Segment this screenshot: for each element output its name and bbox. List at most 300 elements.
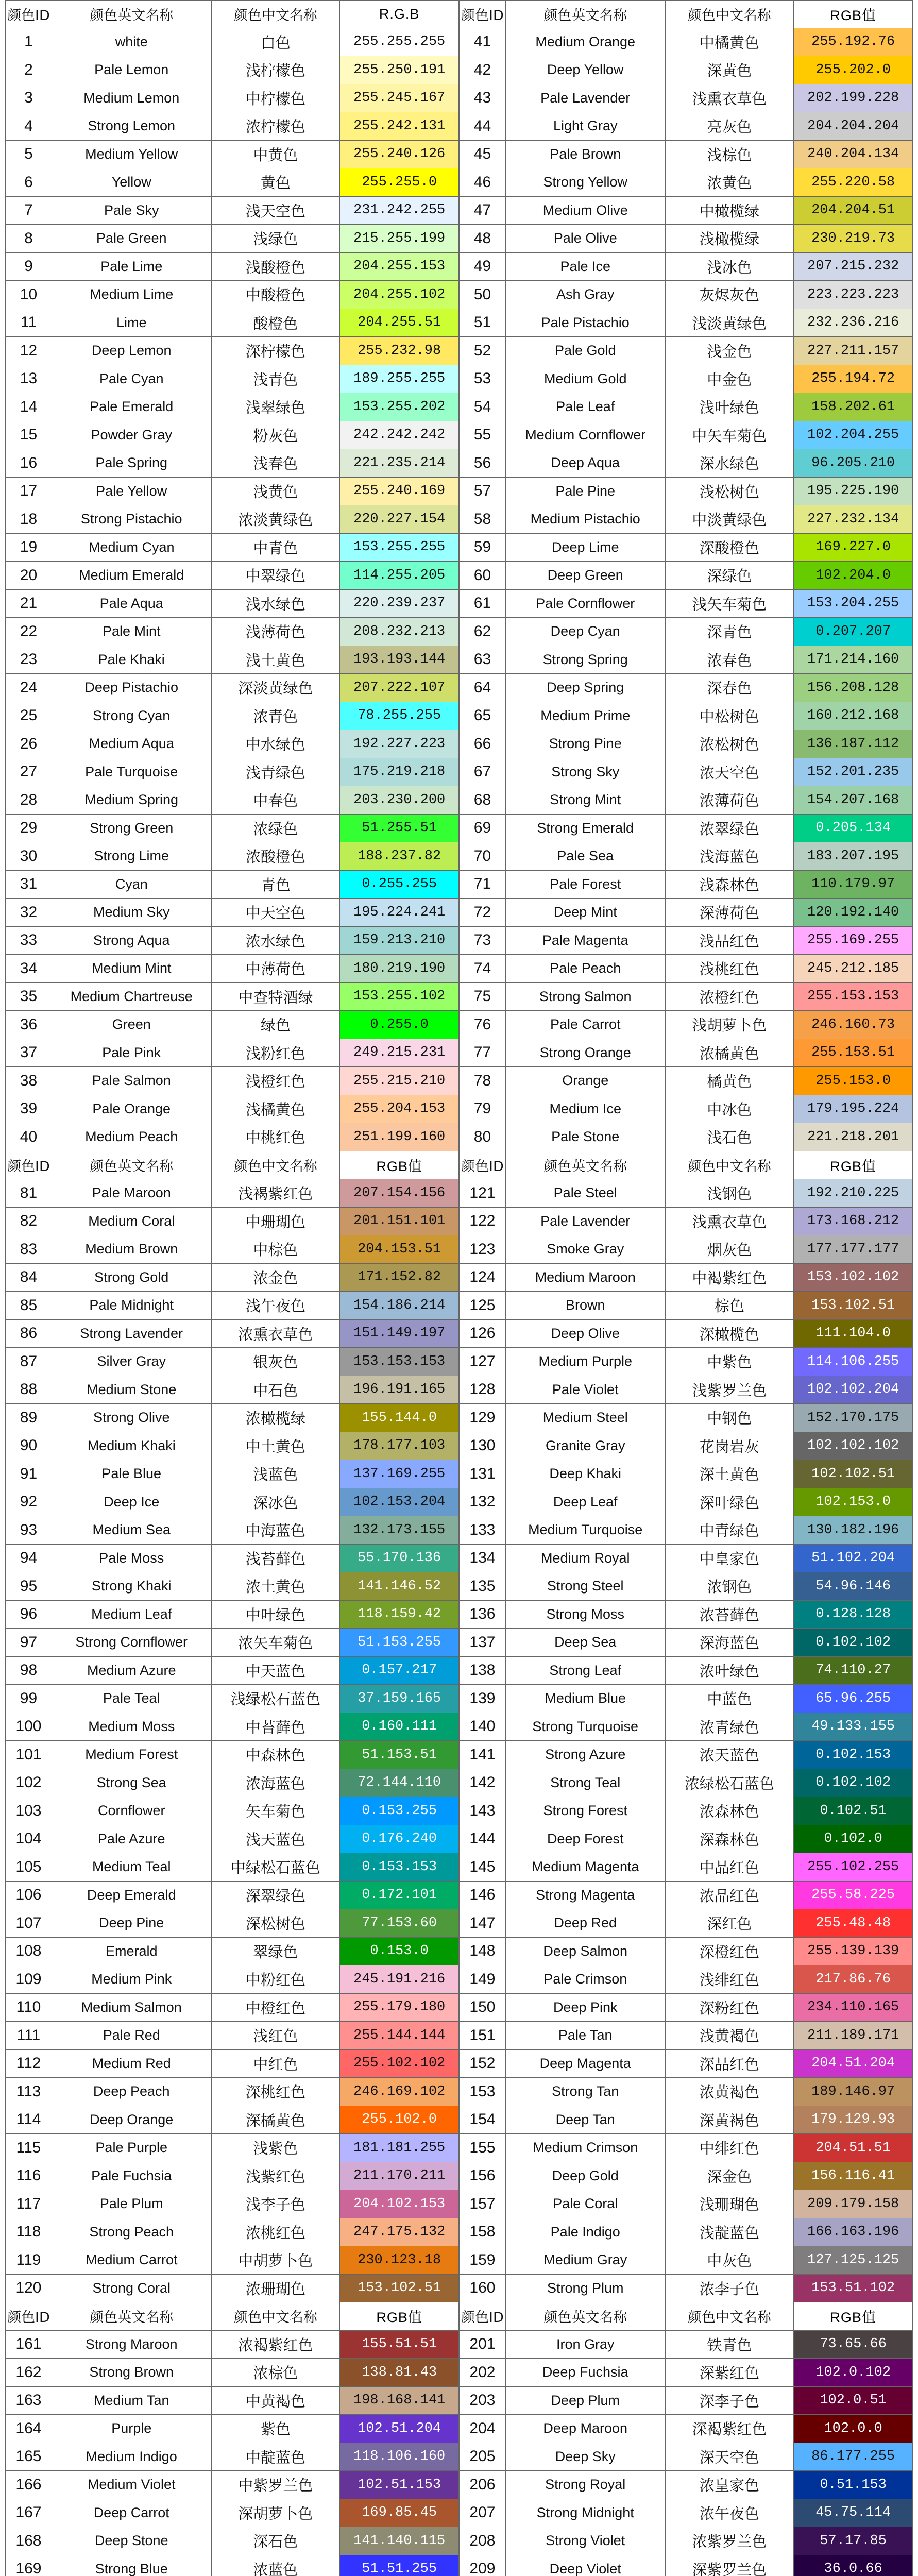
table-row (5, 1292, 459, 1320)
color-swatch: 102.51.153 (340, 2471, 459, 2499)
color-chinese-name: 浅苔藓色 (212, 1545, 341, 1573)
color-id: 148 (460, 1938, 506, 1966)
color-id: 204 (460, 2415, 506, 2443)
color-swatch: 195.225.190 (794, 478, 913, 506)
color-english-name: Medium Olive (506, 197, 666, 225)
color-english-name: Strong Lavender (52, 1320, 212, 1348)
color-english-name: Cyan (52, 871, 212, 899)
table-row (5, 2387, 459, 2415)
color-swatch: 110.179.97 (794, 871, 913, 899)
color-english-name: Strong Pistachio (52, 505, 212, 534)
color-swatch: 204.51.51 (794, 2134, 913, 2162)
table-row (5, 1320, 459, 1348)
color-chinese-name: 深黄色 (666, 56, 794, 84)
color-swatch: 137.169.255 (340, 1460, 459, 1488)
color-chinese-name: 浅松树色 (666, 478, 794, 506)
color-id: 81 (6, 1179, 52, 1208)
color-swatch: 0.153.153 (340, 1853, 459, 1882)
color-english-name: Medium Prime (506, 702, 666, 731)
color-id: 88 (6, 1376, 52, 1404)
color-id: 15 (6, 421, 52, 450)
color-id: 104 (6, 1825, 52, 1854)
color-swatch: 177.177.177 (794, 1235, 913, 1264)
color-id: 133 (460, 1516, 506, 1545)
color-id: 129 (460, 1404, 506, 1432)
color-chinese-name: 浅森林色 (666, 871, 794, 899)
color-swatch: 156.116.41 (794, 2162, 913, 2191)
color-english-name: Medium Magenta (506, 1853, 666, 1882)
color-english-name: Strong Maroon (52, 2331, 212, 2359)
color-chinese-name: 浓橙红色 (666, 983, 794, 1011)
table-header-row (459, 0, 913, 28)
table-row (459, 168, 913, 197)
color-english-name: Medium Pink (52, 1965, 212, 1994)
color-english-name: Pale Pink (52, 1039, 212, 1067)
header-rgb: RGB值 (340, 2302, 459, 2331)
table-row (5, 2106, 459, 2134)
color-id: 22 (6, 618, 52, 646)
table-row (5, 2499, 459, 2528)
color-swatch: 0.205.134 (794, 815, 913, 843)
header-id: 颜色ID (460, 1151, 506, 1180)
color-swatch: 102.153.204 (340, 1488, 459, 1517)
color-english-name: Medium Brown (52, 1235, 212, 1264)
color-id: 205 (460, 2443, 506, 2471)
color-swatch: 234.110.165 (794, 1994, 913, 2022)
color-swatch: 158.202.61 (794, 393, 913, 421)
color-chinese-name: 深粉红色 (666, 1994, 794, 2022)
color-swatch: 255.232.98 (340, 337, 459, 365)
table-row (459, 1938, 913, 1966)
color-id: 144 (460, 1825, 506, 1854)
color-id: 97 (6, 1629, 52, 1657)
color-swatch: 153.204.255 (794, 590, 913, 618)
color-id: 119 (6, 2246, 52, 2275)
color-chinese-name: 中红色 (212, 2050, 341, 2078)
color-english-name: Pale Pistachio (506, 309, 666, 337)
color-chinese-name: 中桃红色 (212, 1123, 341, 1151)
header-id: 颜色ID (6, 0, 52, 28)
color-chinese-name: 中金色 (666, 365, 794, 394)
color-id: 86 (6, 1320, 52, 1348)
color-swatch: 118.106.160 (340, 2443, 459, 2471)
color-swatch: 118.159.42 (340, 1601, 459, 1629)
table-row (459, 899, 913, 927)
color-id: 141 (460, 1741, 506, 1769)
color-swatch: 45.75.114 (794, 2499, 913, 2528)
color-id: 166 (6, 2471, 52, 2499)
table-row (5, 1685, 459, 1713)
color-swatch: 204.102.153 (340, 2190, 459, 2218)
color-swatch: 96.205.210 (794, 449, 913, 478)
color-swatch: 204.204.51 (794, 197, 913, 225)
table-row (459, 2190, 913, 2218)
color-id: 139 (460, 1685, 506, 1713)
table-row (459, 1264, 913, 1292)
color-english-name: Deep Lemon (52, 337, 212, 365)
color-id: 206 (460, 2471, 506, 2499)
table-row (5, 1741, 459, 1769)
color-chinese-name: 深石色 (212, 2527, 341, 2555)
color-id: 5 (6, 141, 52, 169)
table-row (5, 674, 459, 702)
color-chinese-name: 浅橘黄色 (212, 1095, 341, 1124)
color-chinese-name: 浓天空色 (666, 758, 794, 787)
table-row (5, 421, 459, 450)
color-id: 37 (6, 1039, 52, 1067)
color-english-name: Light Gray (506, 112, 666, 141)
color-chinese-name: 矢车菊色 (212, 1797, 341, 1825)
color-english-name: Granite Gray (506, 1432, 666, 1461)
color-swatch: 255.192.76 (794, 28, 913, 57)
table-row (5, 534, 459, 562)
color-swatch: 77.153.60 (340, 1909, 459, 1938)
table-row (5, 141, 459, 169)
table-row (5, 1629, 459, 1657)
color-english-name: Strong Leaf (506, 1657, 666, 1685)
color-swatch: 57.17.85 (794, 2527, 913, 2555)
color-english-name: Yellow (52, 168, 212, 197)
color-id: 48 (460, 225, 506, 253)
color-chinese-name: 中棕色 (212, 1235, 341, 1264)
color-swatch: 0.172.101 (340, 1882, 459, 1910)
color-swatch: 153.255.255 (340, 534, 459, 562)
table-row (5, 899, 459, 927)
table-row (459, 309, 913, 337)
color-id: 36 (6, 1011, 52, 1039)
color-swatch: 141.140.115 (340, 2527, 459, 2555)
color-chinese-name: 中皇家色 (666, 1545, 794, 1573)
color-swatch: 181.181.255 (340, 2134, 459, 2162)
color-english-name: Pale Olive (506, 225, 666, 253)
color-chinese-name: 中石色 (212, 1376, 341, 1404)
color-swatch: 204.153.51 (340, 1235, 459, 1264)
color-swatch: 74.110.27 (794, 1657, 913, 1685)
color-chinese-name: 浅春色 (212, 449, 341, 478)
color-id: 12 (6, 337, 52, 365)
color-id: 105 (6, 1853, 52, 1882)
color-english-name: Pale Steel (506, 1179, 666, 1208)
table-row (5, 84, 459, 113)
color-english-name: Deep Maroon (506, 2415, 666, 2443)
color-swatch: 102.204.255 (794, 421, 913, 450)
color-english-name: Strong Moss (506, 1601, 666, 1629)
color-chinese-name: 浓青色 (212, 702, 341, 731)
table-row (5, 1909, 459, 1938)
color-swatch: 102.0.51 (794, 2387, 913, 2415)
color-swatch: 255.179.180 (340, 1994, 459, 2022)
table-row (5, 1994, 459, 2022)
color-id: 149 (460, 1965, 506, 1994)
color-id: 32 (6, 899, 52, 927)
table-row (5, 2162, 459, 2191)
color-id: 162 (6, 2359, 52, 2387)
color-id: 124 (460, 1264, 506, 1292)
color-english-name: Deep Violet (506, 2555, 666, 2576)
table-row (5, 1516, 459, 1545)
color-english-name: Medium Lime (52, 281, 212, 309)
color-id: 2 (6, 56, 52, 84)
color-english-name: Deep Spring (506, 674, 666, 702)
color-swatch: 201.151.101 (340, 1208, 459, 1236)
table-row (5, 1432, 459, 1461)
table-row (5, 2190, 459, 2218)
color-english-name: Deep Green (506, 562, 666, 590)
color-english-name: Deep Mint (506, 899, 666, 927)
color-english-name: Medium Pistachio (506, 505, 666, 534)
color-chinese-name: 浓午夜色 (666, 2499, 794, 2528)
color-english-name: Medium Indigo (52, 2443, 212, 2471)
color-english-name: Medium Chartreuse (52, 983, 212, 1011)
color-english-name: Strong Cornflower (52, 1629, 212, 1657)
table-row (459, 983, 913, 1011)
color-id: 57 (460, 478, 506, 506)
color-swatch: 102.153.0 (794, 1488, 913, 1517)
color-english-name: Strong Khaki (52, 1572, 212, 1601)
table-row (5, 1039, 459, 1067)
color-id: 30 (6, 842, 52, 871)
color-chinese-name: 浓酸橙色 (212, 842, 341, 871)
table-row (459, 1685, 913, 1713)
color-english-name: Medium Cyan (52, 534, 212, 562)
color-chinese-name: 浓水绿色 (212, 927, 341, 955)
color-id: 43 (460, 84, 506, 113)
color-id: 159 (460, 2246, 506, 2275)
color-english-name: Pale Spring (52, 449, 212, 478)
color-id: 52 (460, 337, 506, 365)
table-row (5, 1404, 459, 1432)
color-chinese-name: 浓橄榄绿 (212, 1404, 341, 1432)
color-chinese-name: 中珊瑚色 (212, 1208, 341, 1236)
color-chinese-name: 深淡黄绿色 (212, 674, 341, 702)
color-chinese-name: 中橙红色 (212, 1994, 341, 2022)
table-row (5, 1825, 459, 1854)
color-english-name: Medium Spring (52, 786, 212, 815)
color-english-name: Deep Ice (52, 1488, 212, 1517)
color-swatch: 151.149.197 (340, 1320, 459, 1348)
color-chinese-name: 中紫罗兰色 (212, 2471, 341, 2499)
color-chinese-name: 深松树色 (212, 1909, 341, 1938)
color-swatch: 0.255.255 (340, 871, 459, 899)
color-swatch: 180.219.190 (340, 955, 459, 983)
table-row (5, 786, 459, 815)
color-swatch: 0.153.0 (340, 1938, 459, 1966)
color-swatch: 0.160.111 (340, 1713, 459, 1741)
color-english-name: Medium Moss (52, 1713, 212, 1741)
color-swatch: 65.96.255 (794, 1685, 913, 1713)
color-english-name: Strong Magenta (506, 1882, 666, 1910)
color-chinese-name: 深柠檬色 (212, 337, 341, 365)
color-chinese-name: 中胡萝卜色 (212, 2246, 341, 2275)
table-half-right (459, 1151, 913, 2303)
table-row (459, 505, 913, 534)
color-english-name: Emerald (52, 1938, 212, 1966)
table-row (459, 2443, 913, 2471)
color-swatch: 159.213.210 (340, 927, 459, 955)
color-swatch: 255.255.255 (340, 28, 459, 57)
color-english-name: Medium Stone (52, 1376, 212, 1404)
color-chinese-name: 中翠绿色 (212, 562, 341, 590)
color-english-name: Deep Tan (506, 2106, 666, 2134)
color-id: 100 (6, 1713, 52, 1741)
color-swatch: 141.146.52 (340, 1572, 459, 1601)
table-row (5, 702, 459, 731)
color-chinese-name: 浓李子色 (666, 2275, 794, 2303)
color-swatch: 0.128.128 (794, 1601, 913, 1629)
table-row (459, 1909, 913, 1938)
table-row (5, 1601, 459, 1629)
color-chinese-name: 深水绿色 (666, 449, 794, 478)
color-swatch: 189.255.255 (340, 365, 459, 394)
color-swatch: 102.204.0 (794, 562, 913, 590)
color-swatch: 179.195.224 (794, 1095, 913, 1124)
color-chinese-name: 深桃红色 (212, 2078, 341, 2106)
color-chinese-name: 浓褐紫红色 (212, 2331, 341, 2359)
color-swatch: 255.144.144 (340, 2022, 459, 2050)
color-id: 208 (460, 2527, 506, 2555)
color-swatch: 245.191.216 (340, 1965, 459, 1994)
color-swatch: 72.144.110 (340, 1769, 459, 1798)
color-english-name: Medium Khaki (52, 1432, 212, 1461)
color-chinese-name: 浅黄色 (212, 478, 341, 506)
color-id: 92 (6, 1488, 52, 1517)
color-english-name: Pale Forest (506, 871, 666, 899)
color-id: 140 (460, 1713, 506, 1741)
color-swatch: 230.123.18 (340, 2246, 459, 2275)
color-chinese-name: 浅水绿色 (212, 590, 341, 618)
color-id: 38 (6, 1067, 52, 1095)
color-english-name: Strong Mint (506, 786, 666, 815)
table-row (459, 1545, 913, 1573)
color-id: 112 (6, 2050, 52, 2078)
color-english-name: Pale Pine (506, 478, 666, 506)
color-english-name: Medium Gray (506, 2246, 666, 2275)
table-row (5, 478, 459, 506)
table-row (459, 1179, 913, 1208)
color-swatch: 193.193.144 (340, 646, 459, 674)
table-row (459, 1769, 913, 1798)
color-english-name: Medium Crimson (506, 2134, 666, 2162)
color-id: 40 (6, 1123, 52, 1151)
color-swatch: 138.81.43 (340, 2359, 459, 2387)
color-chinese-name: 浅天蓝色 (212, 1825, 341, 1854)
color-english-name: Pale Maroon (52, 1179, 212, 1208)
table-row (5, 56, 459, 84)
color-chinese-name: 中黄色 (212, 141, 341, 169)
color-english-name: Strong Plum (506, 2275, 666, 2303)
color-english-name: Pale Emerald (52, 393, 212, 421)
table-row (5, 646, 459, 674)
color-swatch: 255.169.255 (794, 927, 913, 955)
color-chinese-name: 浅橄榄绿 (666, 225, 794, 253)
table-row (5, 393, 459, 421)
color-chinese-name: 浅紫罗兰色 (666, 1376, 794, 1404)
color-english-name: Medium Royal (506, 1545, 666, 1573)
color-swatch: 171.152.82 (340, 1264, 459, 1292)
color-chinese-name: 浅青色 (212, 365, 341, 394)
color-id: 26 (6, 730, 52, 758)
color-english-name: Pale Tan (506, 2022, 666, 2050)
color-id: 42 (460, 56, 506, 84)
color-chinese-name: 浅天空色 (212, 197, 341, 225)
color-english-name: Lime (52, 309, 212, 337)
color-id: 10 (6, 281, 52, 309)
color-english-name: Strong Royal (506, 2471, 666, 2499)
color-id: 7 (6, 197, 52, 225)
color-chinese-name: 深橙红色 (666, 1938, 794, 1966)
color-swatch: 255.139.139 (794, 1938, 913, 1966)
color-chinese-name: 深褐紫红色 (666, 2415, 794, 2443)
color-chinese-name: 浅黄褐色 (666, 2022, 794, 2050)
color-swatch: 54.96.146 (794, 1572, 913, 1601)
color-swatch: 102.102.102 (794, 1432, 913, 1461)
color-chinese-name: 深胡萝卜色 (212, 2499, 341, 2528)
color-chinese-name: 浓翠绿色 (666, 815, 794, 843)
color-english-name: Deep Cyan (506, 618, 666, 646)
table-row (5, 1123, 459, 1151)
color-english-name: Pale Magenta (506, 927, 666, 955)
table-row (459, 112, 913, 141)
color-id: 161 (6, 2331, 52, 2359)
color-id: 51 (460, 309, 506, 337)
color-swatch: 207.215.232 (794, 253, 913, 281)
color-swatch: 215.255.199 (340, 225, 459, 253)
color-swatch: 102.102.204 (794, 1376, 913, 1404)
table-row (5, 2022, 459, 2050)
color-id: 6 (6, 168, 52, 197)
color-id: 34 (6, 955, 52, 983)
color-id: 150 (460, 1994, 506, 2022)
table-half-right (459, 0, 913, 1151)
color-english-name: Strong Olive (52, 1404, 212, 1432)
color-chinese-name: 浓绿色 (212, 815, 341, 843)
header-chinese-name: 颜色中文名称 (666, 0, 794, 28)
color-english-name: Deep Sky (506, 2443, 666, 2471)
table-row (459, 2415, 913, 2443)
color-english-name: Pale Mint (52, 618, 212, 646)
color-id: 152 (460, 2050, 506, 2078)
color-english-name: Strong Spring (506, 646, 666, 674)
color-chinese-name: 浅紫色 (212, 2134, 341, 2162)
color-swatch: 198.168.141 (340, 2387, 459, 2415)
color-chinese-name: 浓钢色 (666, 1572, 794, 1601)
color-id: 156 (460, 2162, 506, 2191)
color-swatch: 0.102.0 (794, 1825, 913, 1854)
color-id: 135 (460, 1572, 506, 1601)
color-id: 136 (460, 1601, 506, 1629)
color-english-name: Medium Steel (506, 1404, 666, 1432)
table-row (459, 141, 913, 169)
table-row (459, 1657, 913, 1685)
table-row (459, 955, 913, 983)
table-row (5, 337, 459, 365)
color-id: 80 (460, 1123, 506, 1151)
color-chinese-name: 铁青色 (666, 2331, 794, 2359)
header-english-name: 颜色英文名称 (52, 1151, 212, 1180)
color-english-name: Pale Lavender (506, 1208, 666, 1236)
color-swatch: 255.102.0 (340, 2106, 459, 2134)
table-row (5, 1572, 459, 1601)
color-chinese-name: 深酸橙色 (666, 534, 794, 562)
color-swatch: 0.153.255 (340, 1797, 459, 1825)
color-id: 47 (460, 197, 506, 225)
color-chinese-name: 浅熏衣草色 (666, 1208, 794, 1236)
color-english-name: Cornflower (52, 1797, 212, 1825)
color-chinese-name: 浓皇家色 (666, 2471, 794, 2499)
color-swatch: 246.160.73 (794, 1011, 913, 1039)
color-id: 169 (6, 2555, 52, 2576)
color-id: 207 (460, 2499, 506, 2528)
